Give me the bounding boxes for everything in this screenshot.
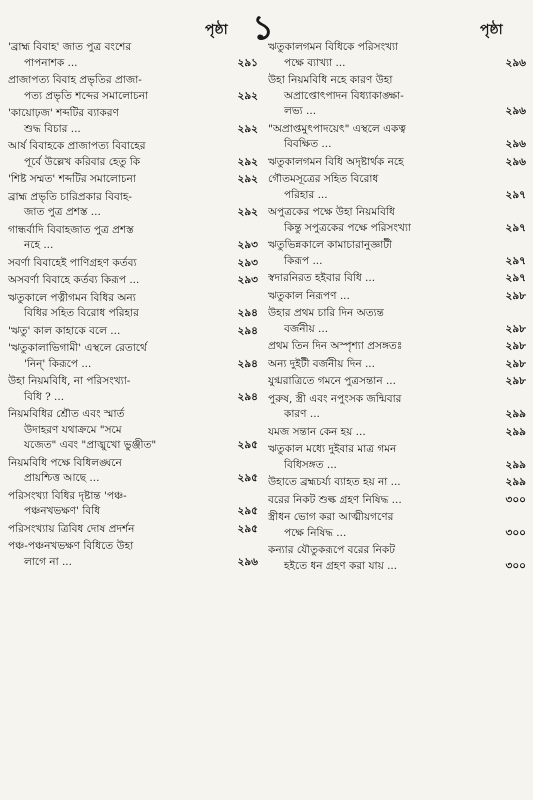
index-entry-page: ২৯৪ — [237, 307, 258, 319]
index-entry — [268, 172, 530, 203]
index-entry-text: গৌতমসূত্রের সহিত বিরোধ — [268, 173, 379, 185]
index-entry — [268, 271, 530, 287]
index-entry — [268, 475, 530, 491]
index-entry-text: 'ঋতুকালাভিগামী' এস্থলে রেতার্থে — [8, 342, 147, 354]
index-entry-text: 'ঋতু' কাল কাহাকে বলে ... — [8, 324, 121, 337]
index-entry-text: কিন্তু সপুত্রকের পক্ষে পরিসংখ্যা — [284, 221, 411, 234]
index-entry-page: ২৯১ — [237, 56, 258, 69]
index-entry-text: ঋতুভিন্নকালে কামাচারানুজ্ঞাটী — [268, 239, 393, 251]
index-entry-text: গান্ধর্বাদি বিবাহজাত পুত্র প্রশস্ত — [8, 223, 134, 236]
index-entry-text: স্ত্রীধন ভোগ করা আত্মীয়গণের — [268, 511, 394, 523]
index-entry-text: শুদ্ধ বিচার ... — [24, 122, 81, 135]
index-entry-page: ২৯৯ — [505, 458, 526, 471]
index-entry-page: ২৯৮ — [505, 375, 526, 387]
index-entry — [8, 324, 262, 340]
index-entry-text: ঋতুকালগমন বিধিকে পরিসংখ্যা — [268, 41, 399, 53]
index-entry-text: ঋতুকাল নিরূপণ ... — [268, 289, 350, 302]
index-entry-text: 'নিন্' কিরূপে ... — [24, 357, 92, 370]
index-entry — [8, 273, 262, 289]
index-entry-text: ঋতুকাল মধ্যে দুইবার মাত্র গমন — [268, 443, 397, 455]
index-entry-text: অসবর্ণা বিবাহে কর্তব্য কিরূপ ... — [8, 274, 140, 286]
index-entry-text: বরের নিকট শুল্ক গ্রহণ নিষিদ্ধ ... — [268, 493, 402, 506]
index-entry-page: ২৯৬ — [237, 555, 258, 568]
index-entry-text: জাত পুত্র প্রশস্ত ... — [24, 206, 101, 218]
index-entry-page: ২৯৩ — [237, 256, 258, 269]
index-entry — [8, 190, 262, 221]
index-entry — [268, 122, 530, 153]
index-entry-page: ২৯৪ — [237, 324, 258, 337]
index-entry — [268, 155, 530, 171]
index-entry — [8, 106, 262, 137]
index-entry-text: স্বদারনিরত হইবার বিধি ... — [268, 272, 376, 284]
index-entry-page: ৩০০ — [505, 526, 526, 539]
index-entry-text: যুগ্মরাত্রিতে গমনে পুত্রসন্তান ... — [268, 375, 396, 387]
index-entry — [8, 40, 262, 71]
index-entry-text: কন্যার যৌতুকরূপে বরের নিকট — [268, 544, 395, 556]
index-entry-text: উদাহরণ যথাক্রমে "সমে — [24, 423, 122, 436]
index-entry-page: ২৯৭ — [505, 188, 526, 201]
index-entry-text: পূর্বে উল্লেখ করিবার হেতু কি — [24, 155, 141, 168]
index-entry-page: ২৯৬ — [505, 105, 526, 117]
index-entry — [268, 339, 530, 355]
index-entry-text: ব্রাহ্ম প্রভৃতি চারিপ্রকার বিবাহ- — [8, 190, 132, 203]
index-entry-text: প্রাজাপত্য বিবাহ প্রভৃতির প্রাজা- — [8, 74, 142, 86]
index-entry — [8, 341, 262, 372]
index-entry — [8, 73, 262, 104]
index-entry-page: ২৯৯ — [505, 425, 526, 438]
index-entry-text: ঋতুকালগমন বিধি অদৃষ্টার্থক নহে — [268, 155, 404, 168]
index-entry-page: ২৯৫ — [237, 472, 258, 484]
index-entry-text: কারণ ... — [284, 408, 320, 420]
index-entry-page: ২৯২ — [237, 122, 258, 135]
index-entry-text: আর্ষ বিবাহকে প্রাজাপত্য বিবাহের — [8, 140, 146, 152]
left-page-column-label: পৃষ্ঠা — [205, 22, 228, 38]
index-entry-text: পুরুষ, স্ত্রী এবং নপুংসক জন্মিবার — [268, 392, 402, 405]
index-entry-page: ২৯৮ — [505, 289, 526, 302]
index-entry-page: ২৯৮ — [505, 322, 526, 335]
index-entry-text: পঞ্চ-পঞ্চনখভক্ষণ বিধিতে উহা — [8, 540, 134, 552]
index-entry-text: পত্য প্রভৃতি শব্দের সমালোচনা — [24, 89, 149, 102]
index-entry — [268, 374, 530, 390]
index-entry-text: বর্জনীয় ... — [284, 322, 329, 335]
index-entry-page: ২৯৯ — [505, 408, 526, 420]
index-entry — [268, 238, 530, 269]
index-entry-text: বিবক্ষিত ... — [284, 138, 332, 150]
index-entry — [268, 73, 530, 120]
index-entry — [8, 223, 262, 254]
index-entry — [8, 291, 262, 322]
index-entry — [8, 456, 262, 487]
index-entry — [8, 172, 262, 188]
index-entry-page: ২৯৭ — [505, 221, 526, 234]
index-entry-page: ২৯৫ — [237, 522, 258, 535]
index-entry — [8, 139, 262, 170]
index-entry — [268, 510, 530, 541]
index-entry-text: প্রায়শ্চিত্ত আছে ... — [24, 472, 100, 484]
index-entry — [268, 442, 530, 473]
index-entry-text: 'ব্রাহ্ম বিবাহ' জাত পুত্র বংশের — [8, 41, 132, 53]
index-entry-page: ২৯৪ — [237, 390, 258, 403]
left-index-column — [8, 40, 262, 795]
index-entry — [268, 357, 530, 373]
right-page-column-label: পৃষ্ঠা — [480, 22, 503, 38]
index-entry-page: ২৯৩ — [237, 239, 258, 251]
index-entry-text: অপুত্রকের পক্ষে উহা নিয়মবিধি — [268, 206, 395, 218]
index-entry-text: লভ্য ... — [284, 105, 317, 117]
index-entry-text: অপ্রাপ্তোৎপাদন বিধ্যাকাঙ্ক্ষা- — [284, 89, 404, 102]
index-entry-page: ২৯৪ — [237, 357, 258, 370]
index-entry-page: ২৯৫ — [237, 439, 258, 451]
index-entry-text: বিধি ? ... — [24, 390, 65, 403]
index-entry-text: উহা নিয়মবিধি, না পরিসংখ্যা- — [8, 375, 131, 387]
index-entry-text: পঞ্চনখভক্ষণ' বিধি — [24, 505, 101, 517]
index-entry-page: ২৯৬ — [505, 56, 526, 69]
index-entry-text: সবর্ণা বিবাহেই পাণিগ্রহণ কর্তব্য — [8, 256, 137, 269]
index-entry-page: ২৯৫ — [237, 505, 258, 517]
index-entry-text: উহার প্রথম চারি দিন অত্যন্ত — [268, 307, 384, 319]
index-entry-text: নিয়মবিধির শ্রৌত এবং স্মার্ত — [8, 408, 125, 420]
index-entry — [8, 256, 262, 272]
index-entry — [8, 539, 262, 570]
index-entry-page: ৩০০ — [505, 559, 526, 572]
index-entry-text: উহা নিয়মবিধি নহে কারণ উহা — [268, 74, 393, 86]
index-entry-page: ২৯৩ — [237, 274, 258, 286]
index-entry-page: ২৯২ — [237, 173, 258, 185]
index-entry — [8, 407, 262, 454]
index-entry — [268, 392, 530, 423]
index-entry-text: পক্ষে নিষিদ্ধ ... — [284, 526, 347, 539]
index-entry-text: নিয়মবিধি পক্ষে বিধিলঙ্ঘনে — [8, 456, 122, 469]
index-entry-text: যমজ সন্তান কেন হয় ... — [268, 425, 366, 438]
index-entry-text: পরিহার ... — [284, 188, 328, 201]
index-entry-text: নহে ... — [24, 239, 54, 251]
index-entry-page: ২৯২ — [237, 155, 258, 168]
index-entry-text: যজেত" এবং "প্রাঙ্মুখো ভুঞ্জীত" — [24, 439, 157, 451]
index-entry-text: পক্ষে ব্যাখ্যা ... — [284, 56, 346, 69]
index-entry-text: পাপনাশক ... — [24, 56, 78, 69]
index-entry-text: বিধির সহিত বিরোধ পরিহার — [24, 307, 139, 319]
index-entry-page: ২৯৯ — [505, 476, 526, 488]
index-entry — [268, 205, 530, 236]
index-entry-page: ২৯৬ — [505, 138, 526, 150]
index-entry — [268, 425, 530, 441]
index-entry-text: উহাতে ব্রহ্মচর্য্য ব্যাহত হয় না ... — [268, 476, 401, 488]
index-entry-text: লাগে না ... — [24, 555, 72, 568]
index-entry-text: অন্য দুইটী বর্জনীয় দিন ... — [268, 357, 375, 370]
index-entry-text: 'কায়োঢ়জ' শব্দটির ব্যাকরণ — [8, 107, 119, 119]
index-entry — [268, 289, 530, 305]
right-index-column — [268, 40, 530, 795]
index-entry — [268, 493, 530, 509]
index-entry-page: ২৯২ — [237, 206, 258, 218]
index-entry-page: ২৯৬ — [505, 155, 526, 168]
index-entry-text: প্রথম তিন দিন অস্পৃশ্যা প্রসঙ্গতঃ — [268, 340, 403, 352]
index-entry — [268, 306, 530, 337]
index-entry-text: "অপ্রাপ্তমুৎপাদয়েৎ" এস্থলে একত্ব — [268, 122, 406, 135]
index-entry-text: বিধিসঙ্গত ... — [284, 458, 337, 471]
index-entry-page: ২৯৮ — [505, 357, 526, 370]
page-number: ১ — [252, 8, 275, 48]
index-entry-text: হইতে ধন গ্রহণ করা যায় ... — [284, 559, 398, 572]
index-entry-page: ৩০০ — [505, 493, 526, 506]
index-entry-text: পরিসংখ্যায় ত্রিবিধ দোষ প্রদর্শন — [8, 522, 135, 535]
index-entry-page: ২৯৮ — [505, 340, 526, 352]
index-entry-text: কিরূপ ... — [284, 254, 323, 267]
index-entry — [8, 522, 262, 538]
index-entry-text: 'শিষ্ট সম্মত' শব্দটির সমালোচনা — [8, 173, 136, 185]
index-entry-text: পরিসংখ্যা বিধির দৃষ্টান্ত 'পঞ্চ- — [8, 489, 127, 502]
index-entry — [268, 40, 530, 71]
index-entry — [8, 489, 262, 520]
index-entry — [8, 374, 262, 405]
index-entry — [268, 543, 530, 574]
index-entry-page: ২৯৭ — [505, 254, 526, 267]
index-entry-page: ২৯২ — [237, 89, 258, 102]
index-entry-text: ঋতুকালে পত্নীগমন বিধির অন্য — [8, 291, 136, 304]
index-entry-page: ২৯৭ — [505, 272, 526, 284]
